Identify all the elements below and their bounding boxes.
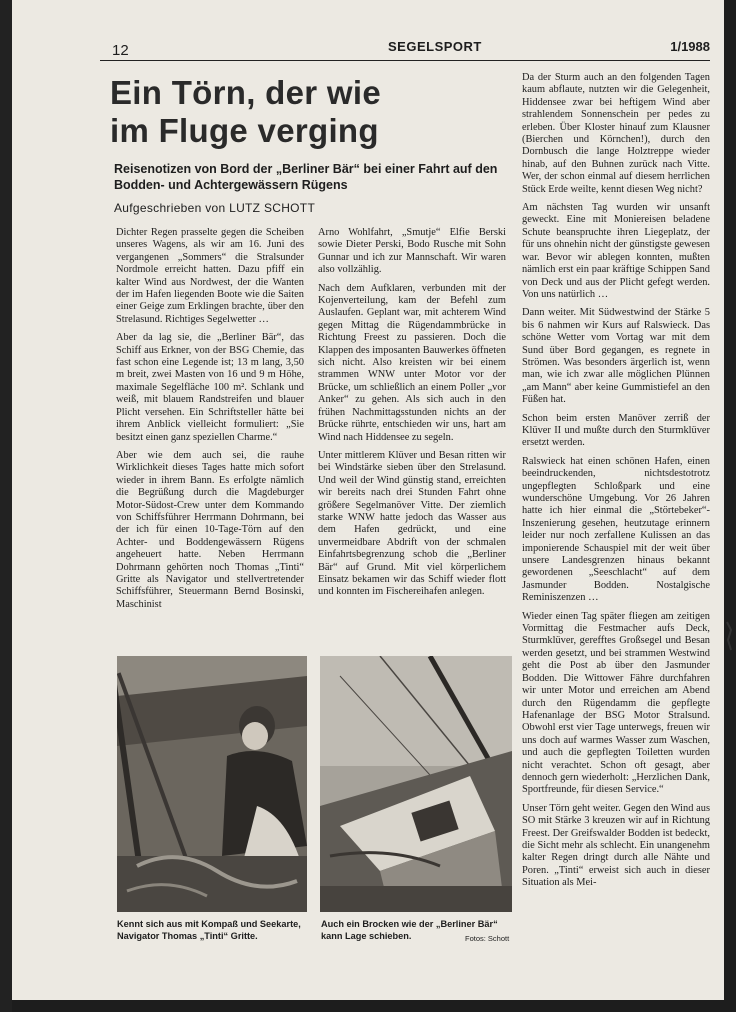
page-edge-mark xyxy=(725,620,733,660)
article-subtitle: Reisenotizen von Bord der „Berliner Bär“ bei einer Fahrt auf den Bodden- und Achtergewässern Rügens xyxy=(114,162,498,192)
boat-photo-image xyxy=(320,656,512,912)
photo-navigator xyxy=(117,656,307,912)
photo-credit: Fotos: Schott xyxy=(465,934,510,943)
paragraph: Ralswieck hat einen schönen Hafen, einen beeindruckenden, nichtsdestotrotz ungepflegten Schloßpark und eine wunderschöne Umgebung. Vor 26 Jahren hatte ich hier einmal die „Störtebeker“-Inszenierung gesehen, heutzutage erinnern leider nur noch zerfallene Kulissen an das imponierende Schauspiel mit der weit über unsere Landesgrenzen hinaus bekannt gewordenen „Seeschlacht“ auf dem Jasmunder Bodden. Nostalgische Reminiszenzen … xyxy=(522,455,710,604)
photo-caption-navigator: Kennt sich aus mit Kompaß und Seekarte, Navigator Thomas „Tinti“ Gritte. xyxy=(117,919,301,941)
text-column-1 xyxy=(116,227,304,617)
photo-caption-boat: Auch ein Brocken wie der „Berliner Bär“ kann Lage schieben. xyxy=(321,919,498,941)
paragraph: Nach dem Aufklaren, verbunden mit der Kojenverteilung, kam der Befehl zum Auslaufen. Geplant war, mit achterem Wind gegen Mittag die Rügendammbrücke in Richtung Freest zu passieren. Doch die Klappen des imposanten Bauwerkes öffneten sich nicht. Also kreisten wir bei einem strammen WNW unter Motor vor der Brücke, um schließlich an einem Poller „vor Anker“ zu gehen. Als sich auch in den frühen Nachmittagsstunden nichts an der Brücke rührte, entschieden wir uns, hart am Wind nach Hiddensee zu segeln. xyxy=(318,282,506,443)
paragraph: Wieder einen Tag später fliegen am zeitigen Vormittag die Festmacher aufs Deck, Sturmklüver, gerefftes Großsegel und Besan werden gesetzt, und bei strammen Westwind geht die Post ab über den Jasmunder Bodden. Die Wittower Fähre durchfahren wir unter Motor und erreichen am Abend durch den Rügendamm die gepflegte Hafenanlage der BSG Motor Stralsund. Obwohl erst vier Tage unterwegs, freuen wir uns doch auf warmes Wasser zum Waschen, und auch die gepflegten Toiletten wurden nicht verachtet. Schon oft gesagt, aber dennoch gern wiederholt: „Herzlichen Dank, Sportfreunde, für diesen Service.“ xyxy=(522,610,710,796)
scan-shadow xyxy=(0,0,12,1012)
paragraph: Arno Wohlfahrt, „Smutje“ Elfie Berski sowie Dieter Perski, Bodo Rusche mit Sohn Gunnar und ich zur Mannschaft. Wir waren also vollzählig. xyxy=(318,227,506,276)
issue-number: 1/1988 xyxy=(670,39,710,54)
navigator-photo-image xyxy=(117,656,307,912)
paragraph: Am nächsten Tag wurden wir unsanft geweckt. Eine mit Moniereisen beladene Schute beanspruchte ihren Liegeplatz, der für uns ohnehin nicht der günstigste gewesen war. Bevor wir ablegen konnten, mußten nämlich erst ein paar kräftige Schippen Sand von Deck und aus der Plicht gefegt werden. Von uns natürlich … xyxy=(522,202,710,300)
paragraph: Aber da lag sie, die „Berliner Bär“, das Schiff aus Erkner, von der BSG Chemie, das fast schon eine Legende ist; 13 m lang, 3,50 m breit, zwei Masten von 16 und 9 m Höhe, maximale Segelfläche 100 m². Schlank und weiß, mit blauem Randstreifen und blauer Plicht versehen. Ein Schriftsteller hätte bei ihrem Anblick vielleicht formuliert: „Sie besitzt einen ganz speziellen Charme.“ xyxy=(116,332,304,443)
paragraph: Unser Törn geht weiter. Gegen den Wind aus SO mit Stärke 3 kreuzen wir auf in Richtung Freest. Der Greifswalder Bodden ist bedeckt, die Sicht mehr als schlecht. Ein unangenehm kalter Regen dringt durch alle Nähte und Poren. „Tinti“ erweist sich auch in dieser Situation als Mei- xyxy=(522,802,710,889)
paragraph: Unter mittlerem Klüver und Besan ritten wir bei Windstärke sieben über den Strelasund. Und weil der Wind günstig stand, erreichten wir bereits nach drei Stunden Fahrt ohne größere Segelmanöver Vitte. Der ziemlich starke WNW hatte jedoch das Wasser aus dem Hafen gedrückt, und eine unvermeidbare Abdrift von der schmalen Einfahrtsbegrenzung schob die „Berliner Bär“ auf Grund. Mit viel körperlichem Einsatz bekamen wir das Schiff wieder flott und konnten im Fischereihafen anlegen. xyxy=(318,449,506,598)
paragraph: Da der Sturm auch an den folgenden Tagen kaum abflaute, nutzten wir die Gelegenheit, Hiddensee zwar bei heftigem Wind aber strahlendem Sonnenschein per pedes zu erleben. Über Kloster hinauf zum Klausner (Bierchen und Körnchen!), durch den Dornbusch die lange Holztreppe wieder hinab, auf den Buhnen zurück nach Vitte. Wer, der schon einmal auf diesem herrlichen Stück Erde weilte, kennt diesen Weg nicht? xyxy=(522,72,710,195)
paragraph: Dichter Regen prasselte gegen die Scheiben unseres Wagens, als wir am 16. Juni des vergangenen „Sommers“ die Stralsunder Nordmole erreicht hatten. Dazu pfiff ein kalter Wind aus Nordwest, der die Wanten der im Hafen liegenden Boote wie die Saiten einer Geige zum Erklingen brachte, über den Strelasund. Richtiges Segelwetter … xyxy=(116,227,304,325)
title-line-2: im Fluge verging xyxy=(110,112,379,149)
paragraph: Aber wie dem auch sei, die rauhe Wirklichkeit dieses Tages hatte mich sofort wieder in ihrem Bann. Es erfolgte nämlich die Begrüßung durch die Magdeburger Motor-Südost-Crew unter dem Kommando von Schiffsführer Herrmann Dohrmann, bei der ich für einen 10-Tage-Törn auf den Achter- und Boddengewässern Rügens angeheuert hatte. Neben Herrmann Dohrmann gehörten noch Thomas „Tinti“ Gritte als Navigator und stellvertretender Schiffsführer, Steuermann Bernd Bosinski, Maschinist xyxy=(116,449,304,610)
article-title xyxy=(110,74,520,150)
paragraph: Schon beim ersten Manöver zerriß der Klüver II und mußte durch den Sturmklüver ersetzt werden. xyxy=(522,412,710,449)
text-column-2 xyxy=(318,227,506,605)
title-line-1: Ein Törn, der wie xyxy=(110,74,381,111)
photo-heeling-boat xyxy=(320,656,512,912)
paragraph: Dann weiter. Mit Südwestwind der Stärke 5 bis 6 nahmen wir Kurs auf Ralswieck. Das schöne Wetter vom Vortag war mit dem Sund über Bord gegangen, es regnete in Strömen. Was besonders ärgerlich ist, wenn man, wie ich zwar alle möglichen Plünnen „am Mann“ aber keine Gummistiefel an den Füßen hat. xyxy=(522,307,710,406)
page-number: 12 xyxy=(112,42,129,59)
author-line: Aufgeschrieben von LUTZ SCHOTT xyxy=(114,201,316,215)
magazine-name: SEGELSPORT xyxy=(388,39,482,54)
page-header xyxy=(100,38,710,61)
text-column-3 xyxy=(522,72,710,896)
